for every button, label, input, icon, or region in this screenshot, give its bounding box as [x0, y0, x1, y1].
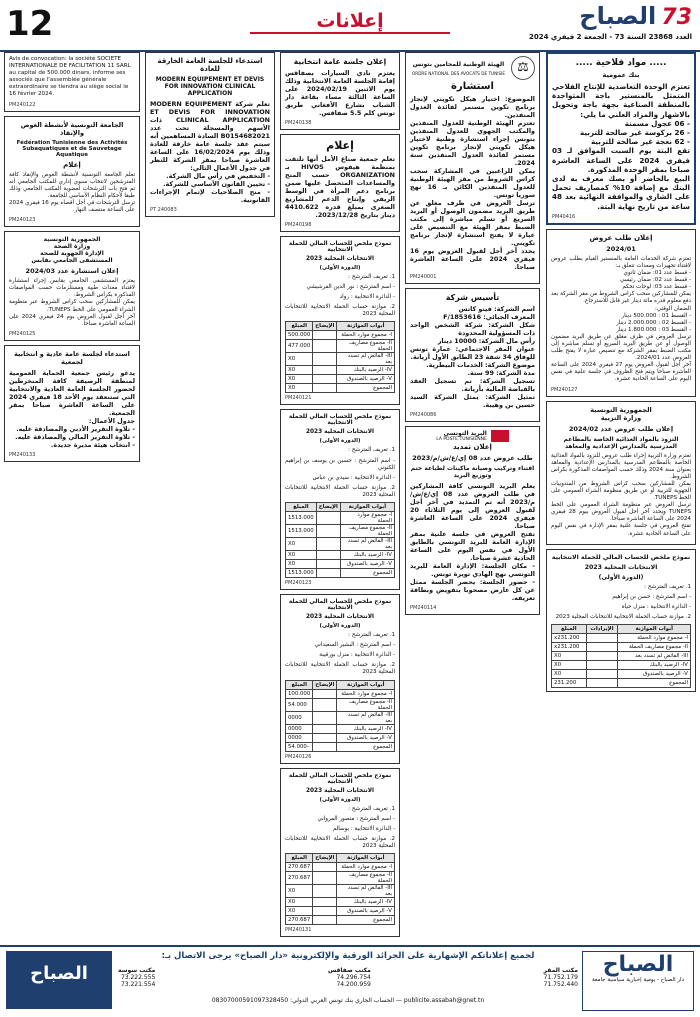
- table-row: I- مجموع موارد الحملة 1513.000: [286, 512, 395, 525]
- finance-b-round: (الدورة الأولى): [319, 438, 361, 445]
- gm-ref: PT 240083: [150, 207, 177, 213]
- finance-b-field: - اسم المترشح : حسين بن يوسف بن إبراهيم الكنوني: [285, 457, 395, 471]
- consult-ad: [405, 52, 540, 284]
- finance-c-title: نموذج ملخص للحساب المالي للحملة الانتخابية: [288, 599, 392, 612]
- finance-a-field: - اسم المترشح : نور الدين الفرشيشي: [306, 284, 395, 291]
- finance-d-field: - الدائرة الانتخابية : بوسالم: [332, 825, 395, 832]
- table-row: I- مجموع موارد الحملة 100.000: [286, 689, 395, 698]
- page-header: [0, 0, 700, 52]
- poste-subtitle: إعلان تمديد: [453, 443, 492, 451]
- table-row: IV- الرصيد بالبنك X0: [286, 551, 395, 560]
- finance-c: [280, 594, 400, 763]
- finance-c-round: (الدورة الأولى): [319, 623, 361, 630]
- table-header: أبواب الموازنة: [337, 680, 395, 689]
- ministry-call: إعلان طلب عروض عدد 2024/02: [568, 424, 674, 433]
- meeting-ad: [280, 52, 400, 130]
- fede-call: إعلام: [63, 160, 81, 169]
- finance-d-table: [285, 853, 395, 925]
- hospital-ad: [4, 231, 140, 341]
- finance-d-sub: الانتخابات المحلية 2023: [305, 787, 375, 794]
- finance-c-table: [285, 680, 395, 752]
- finance-d-round: (الدورة الأولى): [319, 796, 361, 803]
- poste-ref: PM240114: [410, 605, 437, 611]
- meeting-title: إعلان جلسة عامة انتخابية: [293, 57, 387, 66]
- table-header: المبلغ: [286, 680, 313, 689]
- finance-1-round: (الدورة الأولى): [598, 573, 644, 581]
- finance-1-field: 1. تعريف المترشح :: [644, 583, 691, 590]
- table-header: المبلغ: [286, 322, 313, 331]
- finance-1-field: - الدائرة الانتخابية : منزل حياة: [621, 603, 691, 610]
- office-item: مكتب صفاقس 74.296.754 74.200.959: [327, 967, 371, 988]
- table-row: المجموع 270.687: [286, 915, 395, 924]
- table-row: المجموع X0: [286, 384, 395, 393]
- page-footer: [0, 945, 700, 1017]
- table-row: II- مجموع مصاريف الحملة 1513.000: [286, 525, 395, 538]
- ministry-ad: [546, 401, 696, 545]
- finance-b-field: 2. موازنة حساب الحملة الانتخابية للانتخابات المحلية 2023: [285, 484, 395, 498]
- ministry-title: الجمهورية التونسية وزارة التربية: [590, 405, 652, 422]
- table-row: III- الفائض لم تسدد بعد X0: [286, 538, 395, 551]
- finance-d-field: - اسم المترشح : منصور المرواني: [317, 815, 395, 822]
- footer-headline: لجميع إعلاناتكم الإشهارية على الجرائد الورقية والإلكترونية «دار الصباح» يرجى الاتصال بـ:: [161, 951, 535, 961]
- table-header: الإيرادات: [586, 625, 618, 634]
- tender-body: تعتزم شركة الخدمات العامة بالمنستير القيام بطلب عروض لاقتناء تجهيزات ومعدات تتعلق بـ: - قسط عدد 01: ضمان ثانوي - قسط عدد 02: ضمان رئيسي - قسط عدد 03: لوحات تحكم يمكن للمشاركين سحب كراس الشروط من مقر الشركة بعد دفع معلوم قدره مائة دينار غير قابل للاسترجاع. الضمان الوقتي: - القسط 01 : 500.000 دينار - القسط 02 : 2.000.000 دينار - القسط 03 : 1.800.000 دينار ترسل العروض في ظرف مغلق عن طريق البريد مضمون الوصول أو عن طريق البريد السريع أو تسلم مباشرة إلى مكتب الضبط بمقر الشركة مع تنصيص عبارة لا يفتح طلب العروض عدد 2024/01. آخر أجل لقبول العروض يوم 27 فيفري 2024 على الساعة العاشرة صباحا ويتم فتح الظروف في جلسة علنية في نفس اليوم على الساعة الحادية عشرة.: [551, 255, 691, 383]
- poste-title: طلب عروض عدد 08 إي/ع/ش/م/2023: [412, 454, 533, 462]
- table-row: III- الفائض لم تسدد بعد X0: [286, 353, 395, 366]
- finance-d-ref: PM240131: [285, 926, 312, 933]
- tender-ref: PM240127: [551, 386, 578, 393]
- company-title: تأسيس شركة: [445, 293, 500, 302]
- poste-logo: [410, 430, 535, 442]
- scales-icon: ⚖: [511, 56, 535, 80]
- fede-title-fr: Fédération Tunisienne des Activités Subaquatiques et de Sauvetage Aquatique: [16, 139, 128, 158]
- agri-sub: بنك عمومية: [602, 71, 640, 79]
- footer-offices: [118, 967, 578, 988]
- issue-line: العدد 23868 السنة 73 - الجمعة 2 فيفري 2024: [529, 33, 692, 41]
- finance-c-field: - الدائرة الانتخابية : منزل بورقيبة: [319, 652, 395, 659]
- table-header: الإيضاح: [316, 503, 340, 512]
- consult-title: استشارة: [451, 81, 494, 92]
- consult-ref: PM240001: [410, 274, 437, 280]
- column-2: [405, 52, 540, 945]
- finance-1-title: نموذج ملخص للحساب المالي للحملة الانتخابية: [551, 553, 691, 561]
- column-3: [280, 52, 400, 945]
- table-row: III- الفائض لم تسدد بعد X0: [552, 652, 691, 661]
- finance-a-ref: PM240121: [285, 395, 312, 402]
- finance-1: [546, 549, 696, 692]
- finance-c-field: 2. موازنة حساب الحملة الانتخابية للانتخابات المحلية 2023: [285, 662, 395, 676]
- footer-brand-name: الصباح: [602, 952, 674, 977]
- fede-title: الجامعة التونسية لأنشطة الغوص والإنقاذ: [20, 120, 124, 137]
- table-row: I- مجموع موارد الحملة 500.000: [286, 331, 395, 340]
- footer-email[interactable]: publicite.assabah@gnet.tn: [403, 997, 485, 1004]
- table-row: V- الرصيد بالصندوق X0: [286, 375, 395, 384]
- table-header: الإيضاح: [313, 322, 337, 331]
- footer-logo: [6, 951, 112, 1009]
- brand-name: الصباح: [579, 2, 657, 30]
- brand-number: 73: [661, 5, 692, 30]
- finance-a-round: (الدورة الأولى): [319, 265, 361, 271]
- agri-ad: [546, 52, 696, 225]
- table-row: I- مجموع موارد الحملة x231.200: [552, 634, 691, 643]
- finance-a-title: نموذج ملخص للحساب المالي للحملة الانتخابية: [288, 241, 392, 253]
- finance-d-field: 1. تعريف المترشح :: [348, 805, 395, 812]
- table-header: الإيضاح: [313, 680, 337, 689]
- tender-number: 2024/01: [606, 244, 636, 253]
- consult-org-fr: ORDRE NATIONAL DES AVOCATS DE TUNISIE: [411, 71, 506, 76]
- ministry-subject: التزود بالمواد الغذائية الخاصة بالمطاعم المدرسية بالمدارس الإعدادية والمعاهد: [563, 435, 679, 450]
- table-row: V- الرصيد بالصندوق X0: [286, 560, 395, 569]
- table-header: المبلغ: [552, 625, 587, 634]
- assoc-title: استدعاء لجلسة عامة عادية و انتخابية لجمعية: [14, 349, 130, 366]
- office-item: مكتب سوسة 73.222.555 73.221.554: [118, 967, 156, 988]
- poste-logo-icon: [491, 430, 509, 442]
- finance-b-title: نموذج ملخص للحساب المالي للحملة الانتخابية: [288, 414, 392, 427]
- consult-org-header: [410, 56, 535, 80]
- hospital-title: الجمهورية التونسية وزارة الصحة الإدارة الجهوية للصحة المستشفى الجامعي بقابس: [31, 236, 113, 265]
- hospital-call: إعلان استشارة عدد 2024/03: [25, 267, 119, 276]
- table-row: IV- الرصيد بالبنك X0: [552, 661, 691, 670]
- table-row: III- الفائض لم تسدد بعد 0000: [286, 711, 395, 724]
- finance-c-field: 1. تعريف المترشح :: [348, 632, 395, 639]
- table-row: II- مجموع مصاريف الحملة 270.687: [286, 871, 395, 884]
- fr-ad-body: Avis de convocation: la société SOCIETE INTERNATIONALE DE FACILITATION 11 SARL au capital de 500.000 dinars, informe ses associés que l'assemblée générale extraordinaire se tiendra au siège social le 16 février 2024.: [9, 56, 131, 98]
- gm-body: تعلم شركة MODERN EQUIPEMENT ET DEVIS FOR INNOVATION CLINICAL APPLICATION ذات الأسهم والمسجلة تحت عدد B0154682021 السادة المساهمين أنه سيتم عقد جلسة عامة خارقة للعادة وذلك يوم 16/02/2024 على الساعة العاشرة صباحا بمقر الشركة للنظر في جدول الأعمال التالي: - التخفيض في رأس مال الشركة. - تحيين القانون الأساسي للشركة. - منح الصلاحيات لإتمام الإجراءات القانونية.: [150, 100, 270, 204]
- meeting-ref: PM240138: [285, 120, 312, 126]
- notice-title: إعلام: [326, 139, 354, 152]
- column-1: [546, 52, 696, 945]
- gm-ad: [145, 52, 275, 217]
- table-row: II- مجموع مصاريف الحملة x231.200: [552, 643, 691, 652]
- table-row: V- الرصيد بالصندوق X0: [552, 670, 691, 679]
- table-row: IV- الرصيد بالبنك X0: [286, 366, 395, 375]
- poste-org: البريد التونسي: [443, 430, 487, 437]
- finance-b-field: - الدائرة الانتخابية : سيدي بن عباس: [312, 474, 395, 481]
- assoc-ad: [4, 345, 140, 462]
- finance-c-sub: الانتخابات المحلية 2023: [305, 614, 375, 621]
- finance-a-sub: الانتخابات المحلية 2023: [305, 256, 375, 262]
- poste-ad: [405, 426, 540, 615]
- poste-org-fr: LA POSTE TUNISIENNE: [436, 437, 487, 442]
- table-row: V- الرصيد بالصندوق 0000: [286, 733, 395, 742]
- table-header: المبلغ: [286, 503, 317, 512]
- tender-title: إعلان طلب عروض: [589, 233, 653, 242]
- office-item: مكتب المقر 71.752.179 71.752.440: [543, 967, 578, 988]
- notice-ad: [280, 134, 400, 232]
- notice-ref: PM240198: [285, 222, 312, 228]
- finance-1-field: 2. موازنة حساب الحملة الانتخابية للانتخابات المحلية 2023: [555, 613, 691, 620]
- finance-b-field: 1. تعريف المترشح :: [348, 447, 395, 454]
- meeting-body: يعتزم نادي السيارات بصفاقس إقامة الجلسة العامة الانتخابية وذلك يوم الاثنين 2024/02/19 على الساعة الثالثة مساء بقاعة دار الشباب بشارع الأفغاني طريق تونس كلم 5.5 صفاقس.: [285, 69, 396, 117]
- finance-a-field: 2. موازنة حساب الحملة الانتخابية للانتخابات المحلية 2023: [285, 304, 395, 318]
- gm-title: استدعاء للجلسة العامة الخارقة للعادة: [157, 57, 263, 73]
- table-row: II- مجموع مصاريف الحملة 477.000: [286, 340, 395, 353]
- finance-a-table: [285, 321, 395, 393]
- assoc-ref: PM240133: [9, 451, 36, 458]
- table-header: أبواب الموازنة: [337, 322, 395, 331]
- ministry-body: تعتزم وزارة التربية إجراء طلب عروض للتزود بالمواد الغذائية الخاصة بالمطاعم المدرسية بالمدارس الإعدادية والمعاهد بعنوان سنة 2024 وذلك حسب المواصفات المذكورة بكراس الشروط. يمكن للمشاركين سحب كراس الشروط من المندوبيات الجهوية للتربية أو عن طريق منظومة الشراء العمومي على الخط TUNEPS. ترسل العروض عبر منظومة الشراء العمومي على الخط TUNEPS ويحدد آخر أجل لقبول العروض بيوم 28 فيفري 2024 على الساعة العاشرة صباحا. تفتح العروض في جلسة علنية بمقر الإدارة في نفس اليوم على الساعة الحادية عشرة.: [551, 452, 692, 537]
- tender-ad: [546, 229, 696, 397]
- finance-a: [280, 236, 400, 405]
- column-4: [145, 52, 275, 945]
- table-header: أبواب الموازنة: [340, 503, 394, 512]
- footer-contact: publicite.assabah@gnet.tn — الحساب الجاري بنك تونس العربي الدولي: 08307000591097328450: [211, 997, 485, 1004]
- finance-b-ref: PM240123: [285, 580, 312, 587]
- assoc-body: يدعو رئيس جمعية الحماية العمومية لمنطقة الرصيفة كافة المنخرطين لحضور الجلسة العامة العادية والانتخابية التي ستنعقد يوم الأحد 18 فيفري 2024 على الساعة العاشرة صباحا بمقر الجمعية. جدول الأعمال: - تلاوة التقرير الأدبي والمصادقة عليه. - تلاوة التقرير المالي والمصادقة عليه. - انتخاب هيئة مديرة جديدة.: [9, 368, 135, 449]
- masthead: [579, 2, 692, 30]
- poste-body: يعلم البريد التونسي كافة المشاركين في طلب العروض عدد 08 إي/ع/ش/م/2023 أنه تم التمديد في آخر أجل لقبول العروض إلى يوم الثلاثاء 20 فيفري 2024 على الساعة العاشرة صباحا. تفتح العروض في جلسة علنية بمقر الإدارة العامة للبريد التونسي بالطابق الأول في نفس اليوم على الساعة الحادية عشرة صباحا. - مكان الجلسة: الإدارة العامة للبريد التونسي نهج الهادي نويرة تونس. - حضور الجلسة: يحضر الجلسة ممثل عن كل عارض مصحوبا بتفويض وبطاقة تعريفه.: [410, 482, 536, 602]
- poste-subject: اقتناء وتركيب وصيانة ماكينات لطباعة ختم وتوزيع البريد: [410, 465, 535, 479]
- section-title: إعلانات: [250, 10, 450, 34]
- finance-a-field: 1. تعريف المترشح :: [348, 274, 395, 280]
- fede-ad: [4, 116, 140, 228]
- company-ref: PM240086: [410, 412, 437, 418]
- consult-org: الهيئة الوطنية للمحامين بتونس: [412, 61, 505, 68]
- agri-body: تعتزم الوحدة التعاضدية للإنتاج الفلاحي المتمثل بالمنستير باجة المتواجدة بالمنطقة الصناعية بجهة باجة وتحويل بالاشهار والمزاد العلني ما يلي: - 06 عجول مسمنة - 26 بركوسة غير صالحة للتربية - 62 نعجة غير صالحة للتربية تقع البتة يوم السبت الموافق لـ 03 فيفري 2024 على الساعة العاشرة صباحا بمقر الوحدة المذكورة. البيع بالحاضر أو بصك معرف به لدى البنك مع إضافة 10% كمصاريف تحمل على الشاري والموافقة النهائية بعد 48 ساعة من تاريخ نهاية البتة.: [552, 82, 690, 211]
- company-body: اسم الشركة: فيتو كاتس المعرف الجبائي: 1853616/F شكل الشركة: شركة الشخص الواحد ذات المسؤولية المحدودة رأس مال الشركة: 10000 دينار عنوان المقر الاجتماعي: عمارة تونس للوفاق 34 شقة 23 الطابق الأول أريانة. موضوع الشركة: الخدمات البيطرية. مدة الشركة: 99 سنة. تسجيل الشركة: تم تسجيل العقد بالقباضة المالية بأريانة. تمثيل الشركة: يمثل الشركة السيد حسين بن وهيبة.: [410, 305, 535, 409]
- table-header: المبلغ: [286, 853, 313, 862]
- consult-body: الموضوع: اختيار هيكل تكويني لإنجاز برنامج تكوين مستمر لفائدة العدول المنفذين. تعتزم الهيئة الوطنية للعدول المنفذين والمكتب الجهوي للعدول المنفذين بتونس إجراء استشارة وطنية لاختيار هيكل تكويني لإنجاز برنامج تكوين مستمر لفائدة العدول المنفذين سنة 2024. يمكن للراغبين في المشاركة سحب كراس الشروط من مقر الهيئة الوطنية للعدول المنفذين الكائن بـ 16 نهج سوريا تونس. ترسل العروض في ظرف مغلق عن طريق البريد مضمون الوصول أو البريد السريع أو تسلم مباشرة إلى مكتب الضبط بمقر الهيئة مع التنصيص على عبارة لا يفتح استشارة لإنجاز برنامج تكويني. يحدد آخر أجل لقبول العروض يوم 16 فيفري 2024 على الساعة العاشرة صباحا.: [410, 95, 536, 271]
- finance-d: [280, 768, 400, 937]
- fr-ad: [4, 52, 140, 112]
- footer-logo-text: الصباح: [30, 963, 88, 984]
- finance-b-table: [285, 502, 395, 578]
- page-number: 12: [6, 4, 54, 44]
- table-row: II- مجموع مصاريف الحملة 54.000: [286, 698, 395, 711]
- fede-body: تعلم الجامعة التونسية لأنشطة الغوص والإنقاذ كافة المترشحين لانتخاب سنوي إداري للمكتب الجامعي أنه تم فتح باب الترشحات لعضوية المكتب الجامعي وذلك طبقا لأحكام النظام الأساسي للجامعة. ترسل الترشحات في أجل أقصاه يوم 16 فيفري 2024 على الساعة منتصف النهار.: [9, 171, 136, 214]
- fr-ad-ref: PM240122: [9, 101, 36, 108]
- table-header: الإيضاح: [313, 853, 337, 862]
- table-row: I- مجموع موارد الحملة 270.687: [286, 862, 395, 871]
- fede-ref: PM240123: [9, 217, 36, 224]
- column-5: [4, 52, 140, 945]
- footer-bank: الحساب الجاري بنك تونس العربي الدولي: 08307000591097328450: [211, 997, 395, 1004]
- finance-d-title: نموذج ملخص للحساب المالي للحملة الانتخابية: [288, 772, 392, 785]
- table-row: المجموع 231.200: [552, 679, 691, 688]
- table-row: المجموع 54.000-: [286, 742, 395, 751]
- table-header: أبواب الموازنة: [618, 625, 691, 634]
- table-row: IV- الرصيد بالبنك 0000: [286, 724, 395, 733]
- table-row: IV- الرصيد بالبنك X0: [286, 897, 395, 906]
- agri-title: ..... مواد فلاحية .....: [575, 58, 667, 68]
- table-header: أبواب الموازنة: [337, 853, 395, 862]
- finance-c-ref: PM240126: [285, 753, 312, 760]
- footer-brand: [582, 951, 694, 1011]
- notice-body: تعلم جمعية صناع الأمل أنها تلتقت بمنظمة هيفوس HIVOS بـ ORGANIZATION حسب المنح والمساعدات المتحصل عليها ضمن برنامج دعم المرأة في الوسط الريفي وإنتاج الدعم للمشاريع الصغرى بمبلغ قدره 4410.622 دينار بتاريخ 2023/12/28.: [285, 155, 395, 219]
- finance-1-table: [551, 624, 691, 688]
- table-row: المجموع 1513.000: [286, 569, 395, 578]
- hospital-ref: PM240125: [9, 330, 36, 337]
- company-ad: [405, 288, 540, 422]
- finance-a-field: - الدائرة الانتخابية : رواد: [339, 294, 395, 301]
- finance-b: [280, 409, 400, 590]
- agri-ref: PM40416: [552, 213, 576, 220]
- hospital-body: يعتزم المستشفى الجامعي بقابس إجراء استشارة لاقتناء معدات طبية ومستلزمات حسب المواصفات المذكورة بكراس الشروط. يمكن للمشاركين سحب كراس الشروط عبر منظومة الشراء العمومي على الخط TUNEPS. آخر أجل لقبول العروض يوم 24 فيفري 2024 على الساعة العاشرة صباحا.: [9, 278, 135, 327]
- finance-b-sub: الانتخابات المحلية 2023: [305, 429, 375, 436]
- finance-d-field: 2. موازنة حساب الحملة الانتخابية للانتخابات المحلية 2023: [285, 835, 395, 849]
- footer-brand-sub: دار الصباح - يومية إخبارية سياسية جامعة: [591, 977, 685, 983]
- finance-1-sub: الانتخابات المحلية 2023: [584, 563, 658, 571]
- table-row: III- الفائض لم تسدد بعد X0: [286, 884, 395, 897]
- finance-1-field: - اسم المترشح : حسن بن إبراهيم: [612, 593, 691, 600]
- table-row: V- الرصيد بالصندوق X0: [286, 906, 395, 915]
- finance-c-field: - اسم المترشح : البشير السعيداني: [314, 642, 395, 649]
- gm-company: MODERN EQUIPEMENT ET DEVIS FOR INNOVATION CLINICAL APPLICATION: [155, 76, 265, 97]
